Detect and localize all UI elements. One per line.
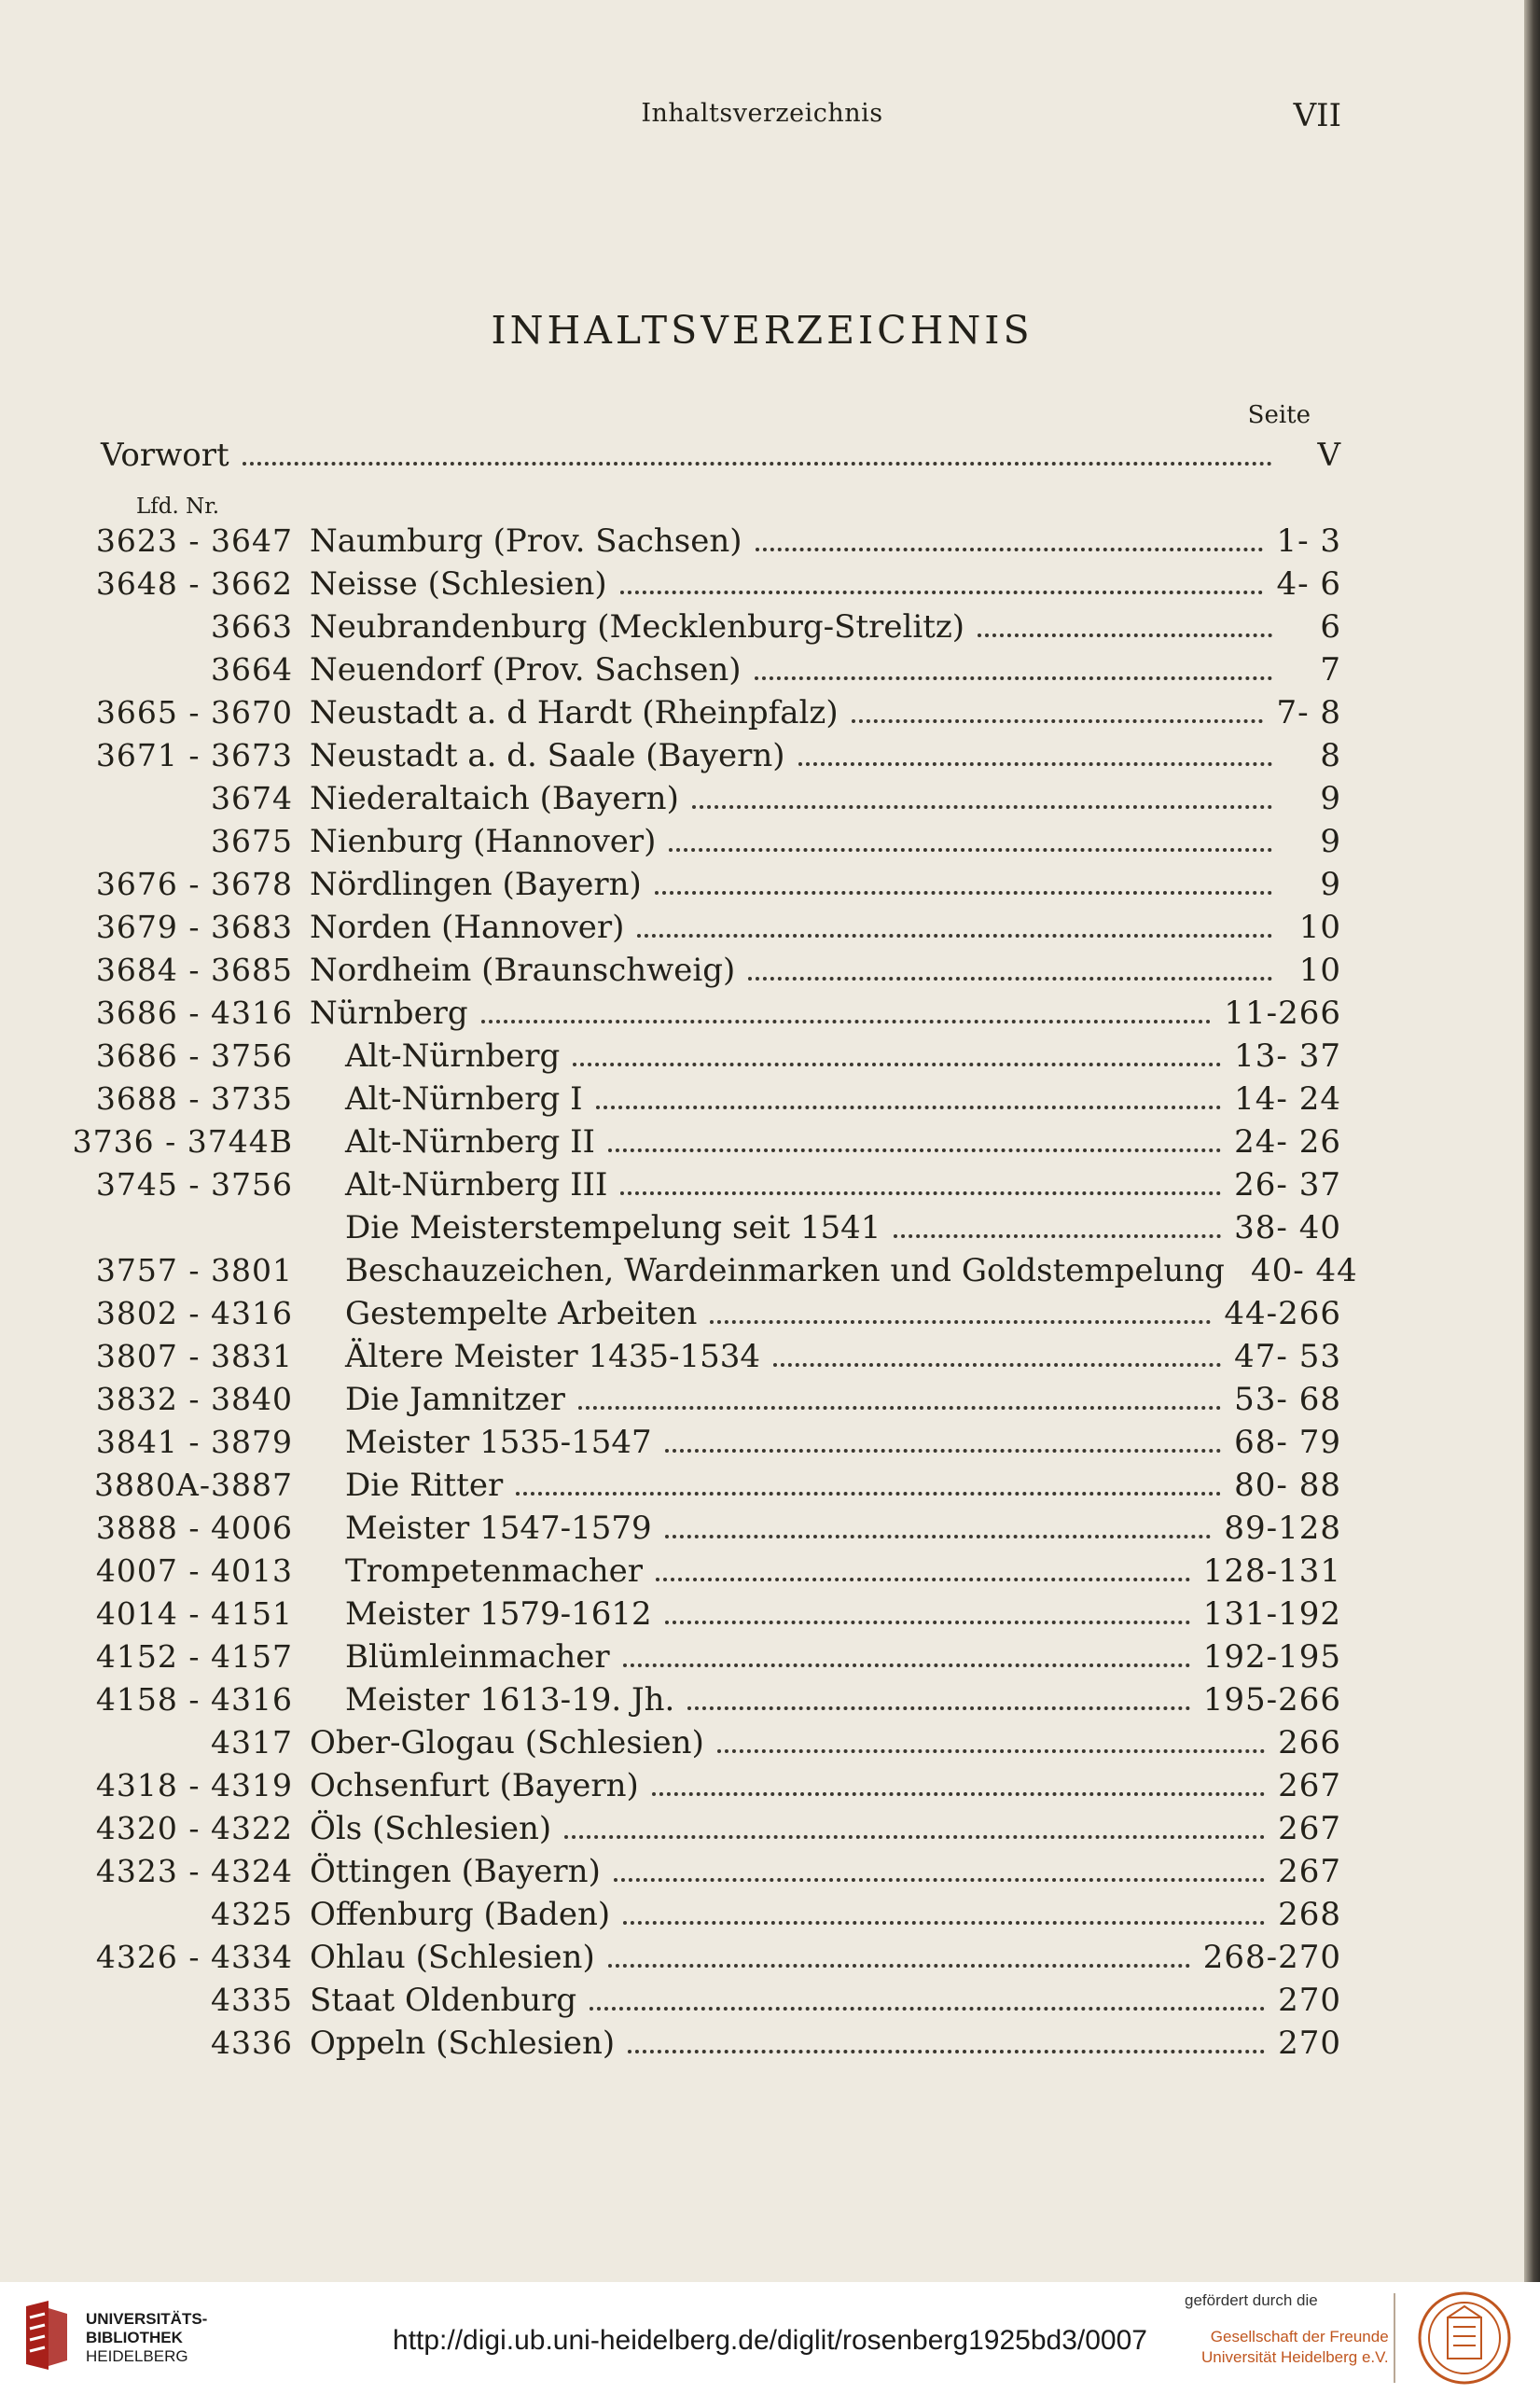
toc-leader-dots xyxy=(564,1831,1265,1839)
toc-entry xyxy=(345,1552,1341,1590)
toc-lfd-nr: 3665 - 3670 xyxy=(95,694,293,731)
digitization-footer xyxy=(0,2282,1540,2394)
toc-label: Alt-Nürnberg I xyxy=(345,1080,583,1118)
toc-row xyxy=(0,1123,1524,1166)
toc-row xyxy=(0,1552,1524,1595)
toc-row xyxy=(0,1896,1524,1939)
toc-lfd-nr: 3675 xyxy=(211,823,293,859)
toc-page: 11-266 xyxy=(1224,995,1341,1032)
toc-page: 13- 37 xyxy=(1234,1037,1341,1075)
toc-label: Die Ritter xyxy=(345,1467,504,1504)
toc-lfd-nr: 4326 - 4334 xyxy=(95,1939,293,1975)
toc-page: 47- 53 xyxy=(1234,1338,1341,1375)
toc-lfd-nr: 4317 xyxy=(211,1724,293,1761)
toc-label: Nürnberg xyxy=(310,995,468,1032)
toc-page: 9 xyxy=(1320,823,1341,860)
toc-entry xyxy=(310,909,1341,946)
toc-lfd-nr: 3880A-3887 xyxy=(94,1467,293,1503)
toc-row xyxy=(0,1252,1524,1295)
page-edge-shadow xyxy=(1524,0,1540,2282)
toc-lfd-nr: 4336 xyxy=(211,2025,293,2061)
toc-entry xyxy=(345,1080,1341,1118)
toc-label: Niederaltaich (Bayern) xyxy=(310,780,679,817)
toc-page: 38- 40 xyxy=(1234,1209,1341,1246)
toc-leader-dots xyxy=(652,1789,1265,1796)
toc-page: 7 xyxy=(1320,651,1341,689)
toc-row xyxy=(0,866,1524,909)
toc-entry xyxy=(345,1166,1341,1204)
toc-leader-dots xyxy=(669,844,1272,852)
toc-page: 10 xyxy=(1298,952,1341,989)
toc-lfd-nr: 3686 - 4316 xyxy=(95,995,293,1031)
toc-row xyxy=(0,1681,1524,1724)
toc-label: Naumburg (Prov. Sachsen) xyxy=(310,522,742,560)
toc-entry xyxy=(345,1467,1341,1504)
toc-row xyxy=(0,608,1524,651)
toc-entry xyxy=(345,1338,1341,1375)
toc-entry xyxy=(345,1037,1341,1075)
toc-label: Nienburg (Hannover) xyxy=(310,823,657,860)
toc-page: V xyxy=(1317,437,1341,474)
toc-page: 7- 8 xyxy=(1276,694,1341,731)
toc-label: Neuendorf (Prov. Sachsen) xyxy=(310,651,742,689)
toc-page: 270 xyxy=(1278,1982,1341,2019)
toc-page: 128-131 xyxy=(1202,1552,1341,1590)
toc-leader-dots xyxy=(717,1746,1265,1753)
toc-leader-dots xyxy=(710,1316,1211,1324)
toc-entry xyxy=(310,866,1341,903)
toc-entry xyxy=(310,1724,1341,1761)
toc-label: Meister 1579-1612 xyxy=(345,1595,652,1633)
toc-entry xyxy=(310,608,1341,646)
page-title: INHALTSVERZEICHNIS xyxy=(491,308,1034,353)
toc-entry xyxy=(345,1295,1341,1332)
toc-page: 8 xyxy=(1320,737,1341,774)
toc-row xyxy=(0,1853,1524,1896)
toc-page: 267 xyxy=(1278,1853,1341,1890)
toc-entry xyxy=(310,651,1341,689)
toc-label: Ohlau (Schlesien) xyxy=(310,1939,595,1976)
toc-lfd-nr: 3679 - 3683 xyxy=(95,909,293,945)
toc-lfd-nr: 3686 - 3756 xyxy=(95,1037,293,1074)
toc-leader-dots xyxy=(756,544,1264,551)
toc-lfd-nr: 3623 - 3647 xyxy=(95,522,293,559)
toc-row xyxy=(0,1166,1524,1209)
toc-leader-dots xyxy=(628,2046,1265,2053)
toc-label: Die Jamnitzer xyxy=(345,1381,565,1418)
toc-entry xyxy=(310,1767,1341,1804)
toc-row xyxy=(0,952,1524,995)
toc-leader-dots xyxy=(596,1102,1222,1109)
running-title: Inhaltsverzeichnis xyxy=(641,99,883,128)
toc-row xyxy=(0,823,1524,866)
toc-entry xyxy=(345,1424,1341,1461)
toc-row xyxy=(0,1510,1524,1552)
toc-page: 6 xyxy=(1320,608,1341,646)
toc-label: Alt-Nürnberg III xyxy=(345,1166,608,1204)
toc-page: 24- 26 xyxy=(1234,1123,1341,1161)
sponsor-name-line: Gesellschaft der Freunde xyxy=(1210,2328,1389,2345)
toc-entry xyxy=(310,522,1341,560)
toc-lfd-nr: 3688 - 3735 xyxy=(95,1080,293,1117)
toc-leader-dots xyxy=(852,716,1264,723)
toc-lfd-nr: 4014 - 4151 xyxy=(95,1595,293,1632)
toc-row xyxy=(0,1037,1524,1080)
toc-leader-dots xyxy=(978,630,1272,637)
toc-entry xyxy=(310,995,1341,1032)
toc-label: Meister 1613-19. Jh. xyxy=(345,1681,675,1719)
toc-leader-dots xyxy=(665,1445,1222,1453)
toc-label: Neubrandenburg (Mecklenburg-Strelitz) xyxy=(310,608,965,646)
toc-lfd-nr: 4158 - 4316 xyxy=(95,1681,293,1718)
toc-label: Nördlingen (Bayern) xyxy=(310,866,642,903)
toc-leader-dots xyxy=(692,801,1272,809)
toc-label: Neustadt a. d. Saale (Bayern) xyxy=(310,737,785,774)
toc-leader-dots xyxy=(773,1359,1221,1367)
table-of-contents xyxy=(0,522,1524,2067)
toc-row xyxy=(0,1424,1524,1467)
toc-leader-dots xyxy=(608,1145,1221,1152)
toc-leader-dots xyxy=(637,930,1272,938)
sponsor-name xyxy=(1201,2327,1389,2368)
toc-label: Ober-Glogau (Schlesien) xyxy=(310,1724,704,1761)
toc-leader-dots xyxy=(614,1874,1265,1882)
toc-row xyxy=(0,1810,1524,1853)
toc-leader-dots xyxy=(573,1059,1221,1066)
toc-row xyxy=(0,1595,1524,1638)
toc-entry xyxy=(310,952,1341,989)
toc-entry xyxy=(345,1595,1341,1633)
toc-row xyxy=(0,780,1524,823)
toc-leader-dots xyxy=(665,1531,1212,1538)
toc-leader-dots xyxy=(620,587,1264,594)
toc-label: Neustadt a. d Hardt (Rheinpfalz) xyxy=(310,694,839,731)
seite-column-label: Seite xyxy=(1247,401,1311,429)
toc-entry xyxy=(310,694,1341,731)
toc-lfd-nr: 3684 - 3685 xyxy=(95,952,293,988)
toc-page: 9 xyxy=(1320,866,1341,903)
library-name-line: BIBLIOTHEK xyxy=(86,2329,183,2346)
toc-label: Alt-Nürnberg xyxy=(345,1037,561,1075)
toc-leader-dots xyxy=(516,1488,1221,1496)
toc-page: 80- 88 xyxy=(1234,1467,1341,1504)
toc-label: Offenburg (Baden) xyxy=(310,1896,611,1933)
toc-page: 26- 37 xyxy=(1234,1166,1341,1204)
toc-entry xyxy=(310,1982,1341,2019)
toc-label: Beschauzeichen, Wardeinmarken und Goldstempelung xyxy=(345,1252,1225,1289)
toc-leader-dots xyxy=(687,1703,1189,1710)
toc-lfd-nr: 3664 xyxy=(211,651,293,688)
toc-page: 131-192 xyxy=(1202,1595,1341,1633)
toc-lfd-nr: 3676 - 3678 xyxy=(95,866,293,902)
toc-page: 268-270 xyxy=(1202,1939,1341,1976)
toc-lfd-nr: 4323 - 4324 xyxy=(95,1853,293,1889)
toc-row xyxy=(0,1467,1524,1510)
permalink-url[interactable]: http://digi.ub.uni-heidelberg.de/diglit/rosenberg1925bd3/0007 xyxy=(393,2325,1147,2356)
toc-row xyxy=(0,565,1524,608)
library-name-line: UNIVERSITÄTS- xyxy=(86,2310,208,2328)
toc-row xyxy=(0,909,1524,952)
toc-label: Meister 1547-1579 xyxy=(345,1510,652,1547)
toc-page: 10 xyxy=(1298,909,1341,946)
toc-entry xyxy=(310,1939,1341,1976)
toc-lfd-nr: 3745 - 3756 xyxy=(95,1166,293,1203)
toc-lfd-nr: 3648 - 3662 xyxy=(95,565,293,602)
toc-row xyxy=(0,995,1524,1037)
library-name-line: HEIDELBERG xyxy=(86,2347,188,2365)
toc-leader-dots xyxy=(798,759,1272,766)
toc-lfd-nr: 3736 - 3744B xyxy=(72,1123,293,1160)
toc-lfd-nr: 3802 - 4316 xyxy=(95,1295,293,1331)
toc-row xyxy=(0,737,1524,780)
toc-row xyxy=(0,1209,1524,1252)
toc-label: Meister 1535-1547 xyxy=(345,1424,652,1461)
toc-leader-dots xyxy=(620,1188,1221,1195)
sponsor-name-line: Universität Heidelberg e.V. xyxy=(1201,2348,1389,2366)
toc-lfd-nr: 4318 - 4319 xyxy=(95,1767,293,1803)
toc-entry xyxy=(310,1853,1341,1890)
toc-leader-dots xyxy=(748,973,1272,981)
toc-page: 89-128 xyxy=(1224,1510,1341,1547)
toc-page: 267 xyxy=(1278,1767,1341,1804)
toc-page: 268 xyxy=(1278,1896,1341,1933)
toc-page: 40- 44 xyxy=(1250,1252,1358,1289)
toc-leader-dots xyxy=(481,1016,1212,1023)
toc-page: 192-195 xyxy=(1202,1638,1341,1676)
toc-label: Die Meisterstempelung seit 1541 xyxy=(345,1209,881,1246)
toc-leader-dots xyxy=(608,1960,1190,1968)
toc-entry xyxy=(345,1381,1341,1418)
toc-row xyxy=(0,1381,1524,1424)
toc-page: 4- 6 xyxy=(1276,565,1341,603)
toc-entry xyxy=(345,1252,1358,1289)
toc-label: Oppeln (Schlesien) xyxy=(310,2025,616,2062)
toc-row xyxy=(0,1338,1524,1381)
toc-label: Ochsenfurt (Bayern) xyxy=(310,1767,639,1804)
toc-page: 270 xyxy=(1278,2025,1341,2062)
toc-label: Ältere Meister 1435-1534 xyxy=(345,1338,761,1375)
toc-leader-dots xyxy=(578,1402,1221,1410)
toc-lfd-nr: 3841 - 3879 xyxy=(95,1424,293,1460)
toc-label: Blümleinmacher xyxy=(345,1638,610,1676)
toc-entry xyxy=(310,780,1341,817)
toc-leader-dots xyxy=(623,1917,1265,1925)
toc-lfd-nr: 4007 - 4013 xyxy=(95,1552,293,1589)
toc-lfd-nr: 3807 - 3831 xyxy=(95,1338,293,1374)
toc-label: Öttingen (Bayern) xyxy=(310,1853,601,1890)
toc-leader-dots xyxy=(655,887,1272,895)
page-number: VII xyxy=(1293,97,1341,134)
toc-leader-dots xyxy=(894,1231,1221,1238)
toc-entry xyxy=(310,1810,1341,1847)
toc-page: 1- 3 xyxy=(1276,522,1341,560)
toc-page: 44-266 xyxy=(1224,1295,1341,1332)
toc-page: 53- 68 xyxy=(1234,1381,1341,1418)
toc-page: 195-266 xyxy=(1202,1681,1341,1719)
toc-label: Öls (Schlesien) xyxy=(310,1810,552,1847)
toc-lfd-nr: 4152 - 4157 xyxy=(95,1638,293,1675)
toc-leader-dots xyxy=(590,2003,1265,2011)
toc-page: 9 xyxy=(1320,780,1341,817)
toc-row xyxy=(0,1638,1524,1681)
toc-lfd-nr: 3888 - 4006 xyxy=(95,1510,293,1546)
toc-row xyxy=(0,1939,1524,1982)
toc-entry xyxy=(310,737,1341,774)
toc-row xyxy=(0,1982,1524,2025)
toc-lfd-nr: 4325 xyxy=(211,1896,293,1932)
toc-lfd-nr: 3671 - 3673 xyxy=(95,737,293,773)
lfd-nr-label: Lfd. Nr. xyxy=(136,494,220,519)
toc-row xyxy=(0,2025,1524,2067)
toc-lfd-nr: 3663 xyxy=(211,608,293,645)
toc-row xyxy=(0,1724,1524,1767)
toc-entry xyxy=(345,1123,1341,1161)
toc-label: Alt-Nürnberg II xyxy=(345,1123,595,1161)
toc-label: Trompetenmacher xyxy=(345,1552,644,1590)
toc-label: Staat Oldenburg xyxy=(310,1982,577,2019)
toc-entry xyxy=(345,1510,1341,1547)
toc-page: 266 xyxy=(1278,1724,1341,1761)
university-seal-icon xyxy=(1416,2290,1513,2387)
toc-lfd-nr: 3674 xyxy=(211,780,293,816)
toc-entry xyxy=(345,1681,1341,1719)
toc-page: 68- 79 xyxy=(1234,1424,1341,1461)
toc-lfd-nr: 4320 - 4322 xyxy=(95,1810,293,1846)
toc-leader-dots xyxy=(623,1660,1190,1667)
toc-label: Neisse (Schlesien) xyxy=(310,565,607,603)
sponsor-caption: gefördert durch die xyxy=(1185,2291,1318,2309)
toc-leader-dots xyxy=(665,1617,1190,1624)
toc-entry xyxy=(310,823,1341,860)
toc-row xyxy=(0,1767,1524,1810)
toc-leader-dots xyxy=(755,673,1272,680)
toc-label: Norden (Hannover) xyxy=(310,909,625,946)
toc-row xyxy=(0,1295,1524,1338)
toc-entry xyxy=(310,1896,1341,1933)
toc-label: Nordheim (Braunschweig) xyxy=(310,952,736,989)
toc-entry xyxy=(310,2025,1341,2062)
toc-row-vorwort xyxy=(101,437,1341,480)
toc-page: 267 xyxy=(1278,1810,1341,1847)
toc-label: Gestempelte Arbeiten xyxy=(345,1295,698,1332)
toc-row xyxy=(0,694,1524,737)
footer-divider xyxy=(1394,2293,1395,2383)
toc-entry xyxy=(310,565,1341,603)
toc-row xyxy=(0,651,1524,694)
toc-leader-dots xyxy=(656,1574,1190,1581)
toc-lfd-nr: 4335 xyxy=(211,1982,293,2018)
toc-lfd-nr: 3757 - 3801 xyxy=(95,1252,293,1288)
toc-entry xyxy=(345,1638,1341,1676)
toc-entry xyxy=(345,1209,1341,1246)
toc-page: 14- 24 xyxy=(1234,1080,1341,1118)
toc-label: Vorwort xyxy=(101,437,229,474)
toc-row xyxy=(0,1080,1524,1123)
toc-leader-dots xyxy=(243,458,1272,466)
toc-lfd-nr: 3832 - 3840 xyxy=(95,1381,293,1417)
toc-row xyxy=(0,522,1524,565)
